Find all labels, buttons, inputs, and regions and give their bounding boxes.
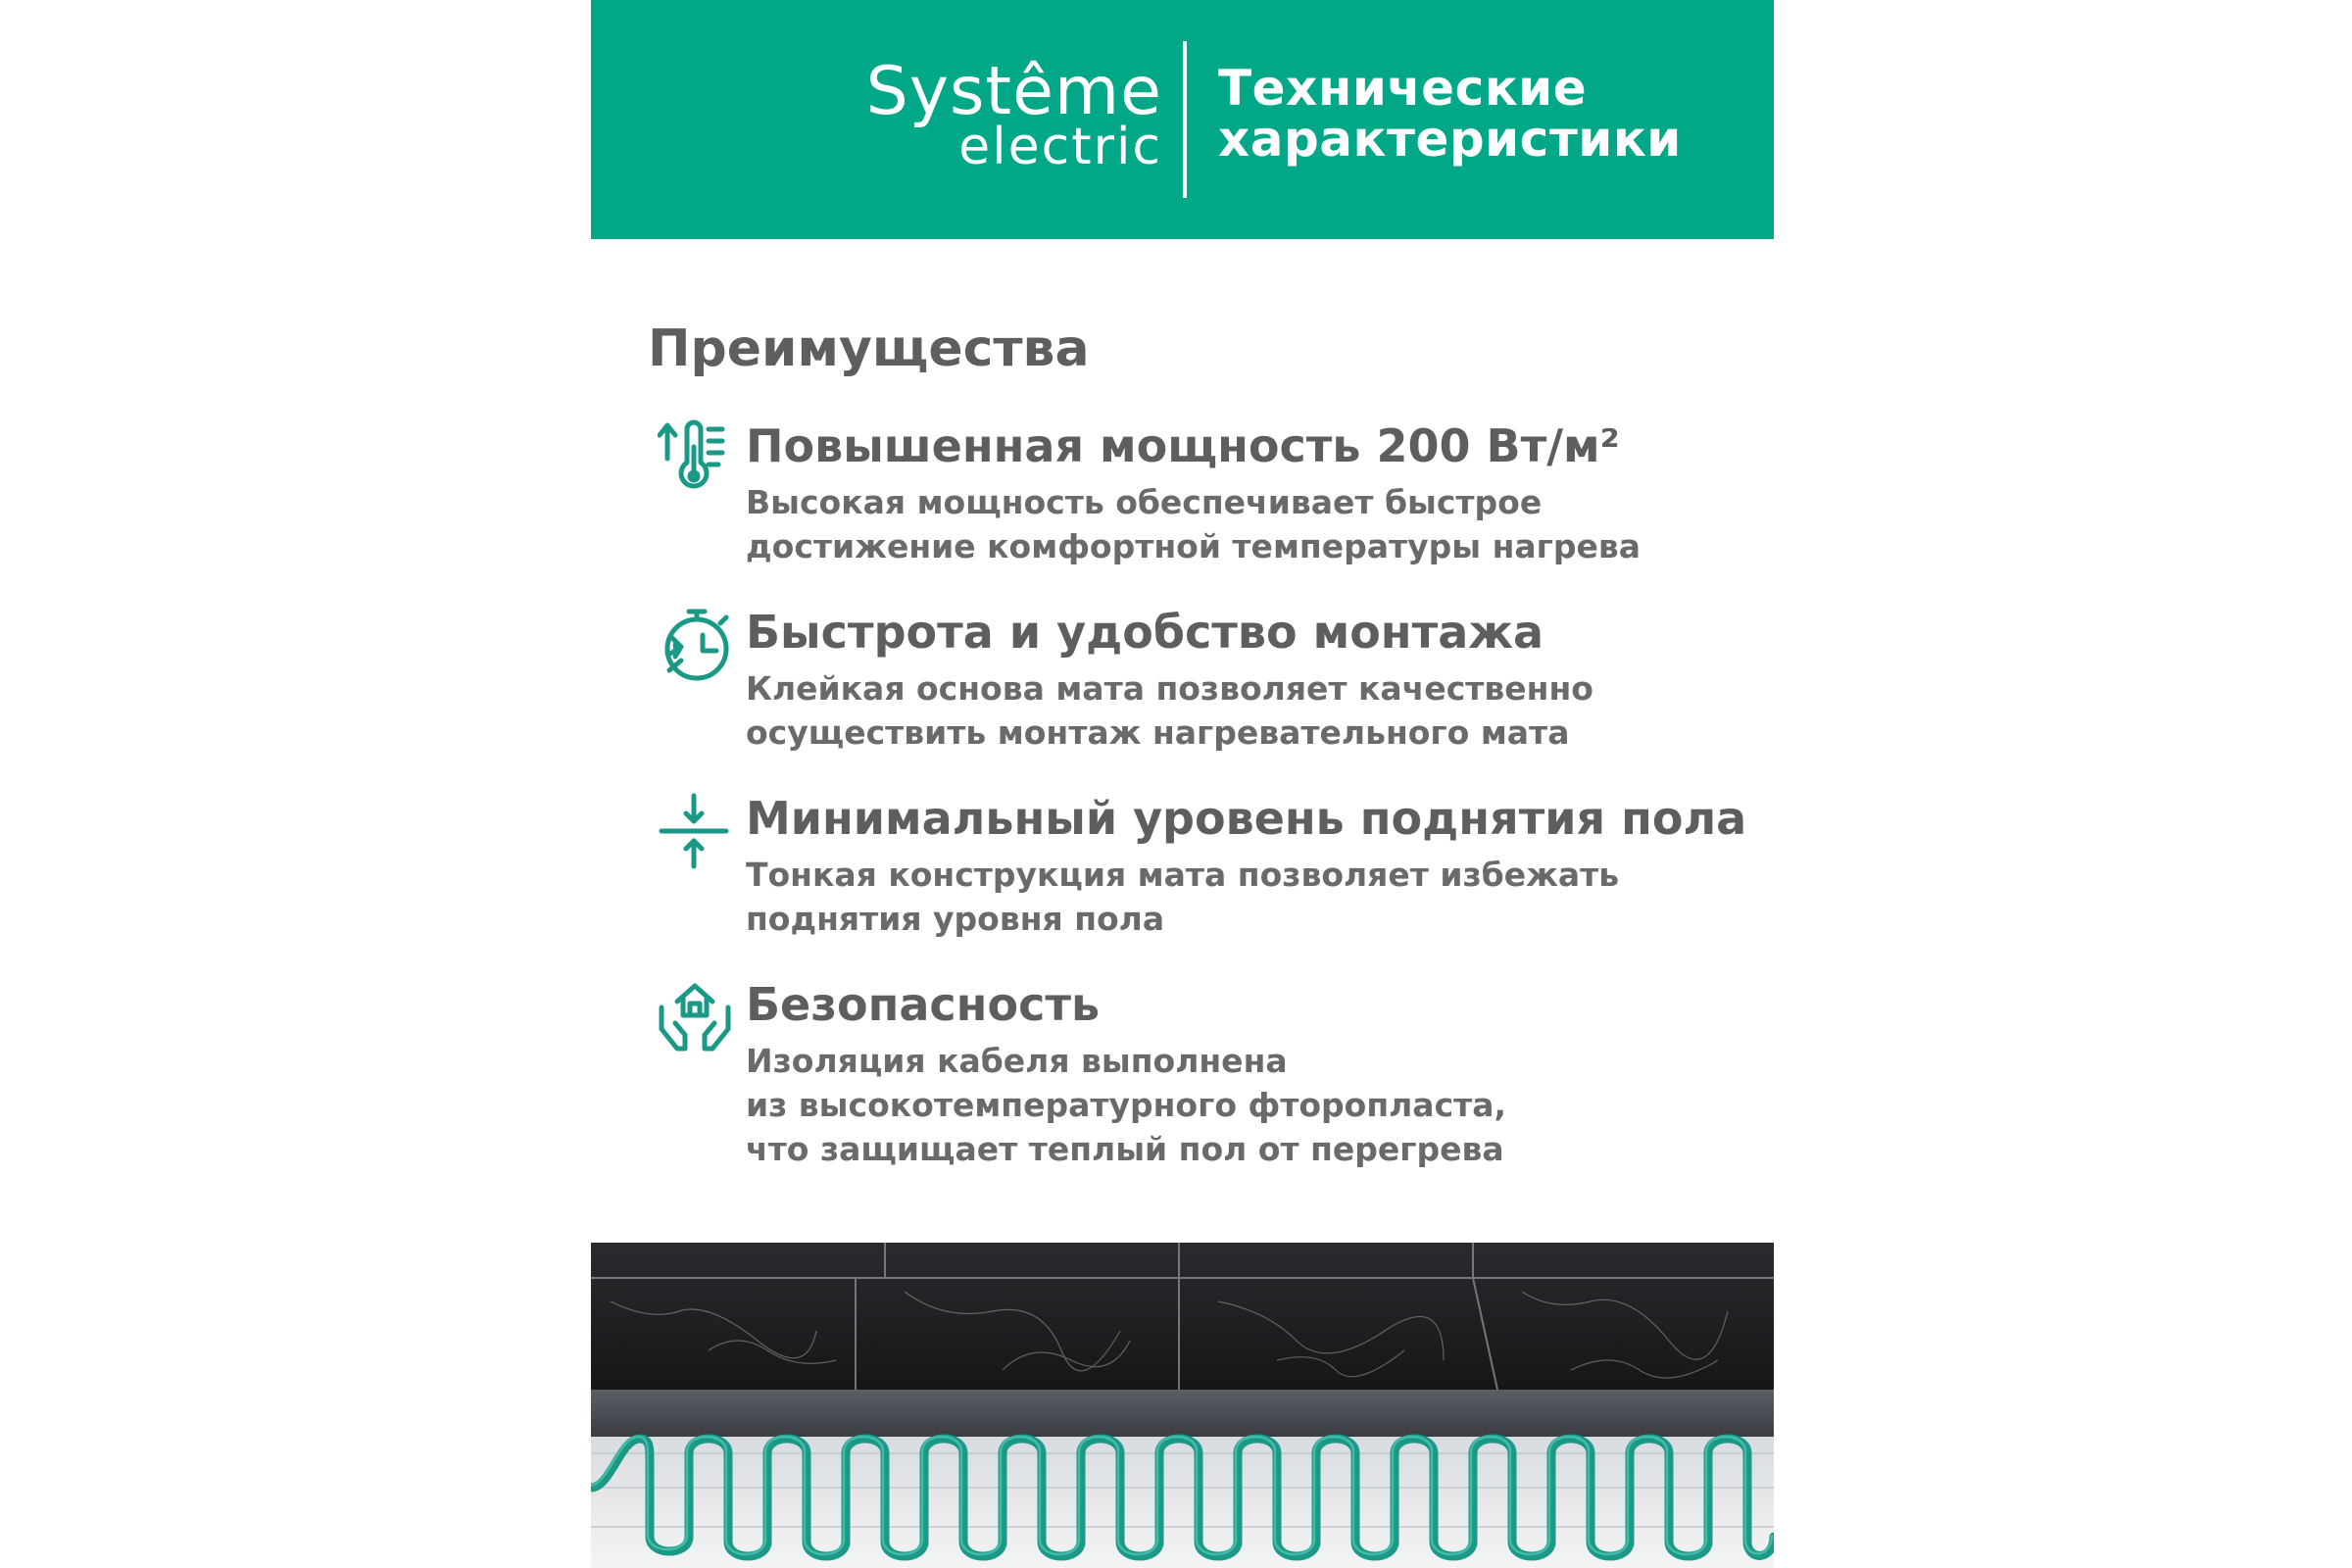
section-title: Преимущества bbox=[648, 319, 1090, 378]
feature-title: Безопасность bbox=[746, 978, 1101, 1031]
header-banner bbox=[591, 0, 1774, 239]
brand-name: Systême bbox=[865, 53, 1162, 130]
header-title-line1: Технические bbox=[1218, 60, 1588, 117]
product-sheet bbox=[591, 0, 1774, 1568]
feature-description bbox=[746, 480, 1641, 568]
feature-description-line: Высокая мощность обеспечивает быстрое bbox=[746, 483, 1543, 521]
brand-subname: electric bbox=[958, 118, 1162, 176]
adhesive-layer bbox=[591, 1390, 1774, 1437]
feature-description-line: из высокотемпературного фторопласта, bbox=[746, 1086, 1507, 1124]
feature-description bbox=[746, 666, 1593, 755]
feature-description bbox=[746, 1039, 1506, 1171]
feature-description-line: Тонкая конструкция мата позволяет избежать bbox=[746, 856, 1620, 894]
feature-description bbox=[746, 853, 1619, 941]
feature-description-line: осуществить монтаж нагревательного мата bbox=[746, 713, 1570, 752]
stopwatch-tools-icon bbox=[658, 606, 734, 686]
feature-description-line: поднятия уровня пола bbox=[746, 900, 1165, 938]
feature-title: Минимальный уровень поднятия пола bbox=[746, 792, 1747, 845]
feature-title: Повышенная мощность 200 Вт/м² bbox=[746, 419, 1620, 472]
heated-floor-illustration bbox=[591, 1243, 1774, 1568]
feature-description-line: достижение комфортной температуры нагрева bbox=[746, 527, 1642, 565]
compress-arrows-icon bbox=[658, 792, 734, 872]
feature-description-line: Изоляция кабеля выполнена bbox=[746, 1042, 1288, 1080]
hands-house-icon bbox=[658, 978, 734, 1058]
header-title bbox=[1218, 60, 1682, 168]
feature-description-line: Клейкая основа мата позволяет качественно bbox=[746, 669, 1593, 708]
header-title-line2: характеристики bbox=[1218, 111, 1682, 168]
header-divider bbox=[1183, 41, 1187, 198]
thermometer-power-icon bbox=[658, 419, 734, 500]
brand-logo bbox=[865, 53, 1162, 176]
marble-tiles bbox=[591, 1243, 1774, 1390]
feature-title: Быстрота и удобство монтажа bbox=[746, 606, 1544, 659]
feature-description-line: что защищает теплый пол от перегрева bbox=[746, 1130, 1504, 1168]
